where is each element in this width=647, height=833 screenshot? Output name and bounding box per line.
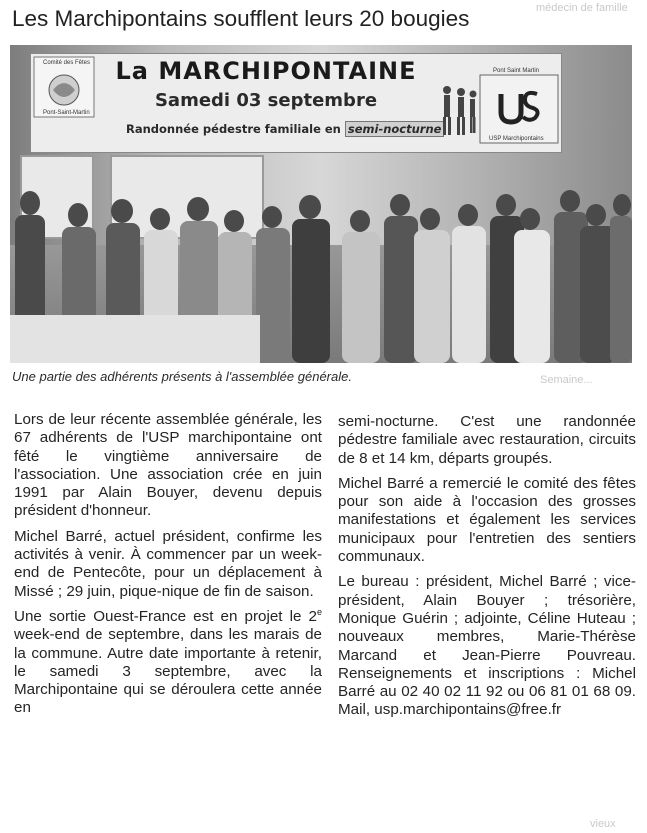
crest-line: Pont-Saint-Martin xyxy=(43,110,90,116)
paragraph: Michel Barré, actuel président, confirme les activités à venir. À commencer par un week-end de Pentecôte, pour un déplacement à Missé ; 29 juin, pique-nique de fin de saison. xyxy=(14,527,322,600)
banner-subtitle-text: Randonnée pédestre familiale en xyxy=(126,122,341,136)
paragraph xyxy=(14,608,322,718)
article-headline: Les Marchipontains soufflent leurs 20 bougies xyxy=(12,6,470,31)
banner-date: Samedi 03 septembre xyxy=(154,90,378,111)
photo-table xyxy=(10,315,260,363)
paragraph: Lors de leur récente assemblée générale, les 67 adhérents de l'USP marchipontaine ont fêté le vingtième anniversaire de l'association. Une association crée en juin 1991 par Alain Bouyer, devenu depuis président d'honneur. xyxy=(14,411,322,520)
usp-logo-top: Pont Saint Martin xyxy=(493,68,540,74)
paragraph: Le bureau : président, Michel Barré ; vice-président, Alain Bouyer ; trésorière, Monique Guérin ; adjointe, Céline Huteau ; nouveaux membres, Marie-Thérèse Marcand et Jean-Pierre Pouvreau. Renseignements et inscriptions : Michel Barré au 02 40 02 11 92 ou 06 81 01 68 09. Mail, usp.marchipontains@free.fr xyxy=(338,573,636,719)
photo-banner xyxy=(30,53,562,153)
bleed-through-text: vieux xyxy=(590,818,616,830)
article-photo xyxy=(10,45,632,363)
paragraph-part: Une sortie Ouest-France est en projet le 2 xyxy=(14,607,317,625)
article-column-right xyxy=(338,413,636,727)
paragraph: semi-nocturne. C'est une randonnée pédestre familiale avec restauration, circuits de 8 et 14 km, départs groupés. xyxy=(338,413,636,467)
crest-line: Comité des Fêtes xyxy=(43,60,91,66)
walkers-icon xyxy=(439,80,479,140)
banner-subtitle xyxy=(126,122,444,136)
banner-subtitle-highlight: semi-nocturne xyxy=(345,121,445,137)
bleed-through-text: Semaine... xyxy=(540,374,593,386)
paragraph: Michel Barré a remercié le comité des fêtes pour son aide à l'occasion des grosses manifestations et également les services municipaux pour l'entretien des sentiers communaux. xyxy=(338,474,636,566)
ordinal-superscript: e xyxy=(316,606,322,617)
photo-caption: Une partie des adhérents présents à l'assemblée générale. xyxy=(12,369,352,384)
usp-logo-label: USP Marchipontains xyxy=(489,136,544,142)
usp-logo-icon xyxy=(479,74,559,144)
article-column-left xyxy=(14,411,322,725)
banner-title: La MARCHIPONTAINE xyxy=(115,57,417,85)
bleed-through-text: médecin de famille xyxy=(536,2,628,14)
paragraph-part: week-end de septembre, dans les marais de la commune. Autre date importante à retenir, le samedi 3 septembre, avec la Marchipontaine qui se déroulera cette année en xyxy=(14,626,322,717)
